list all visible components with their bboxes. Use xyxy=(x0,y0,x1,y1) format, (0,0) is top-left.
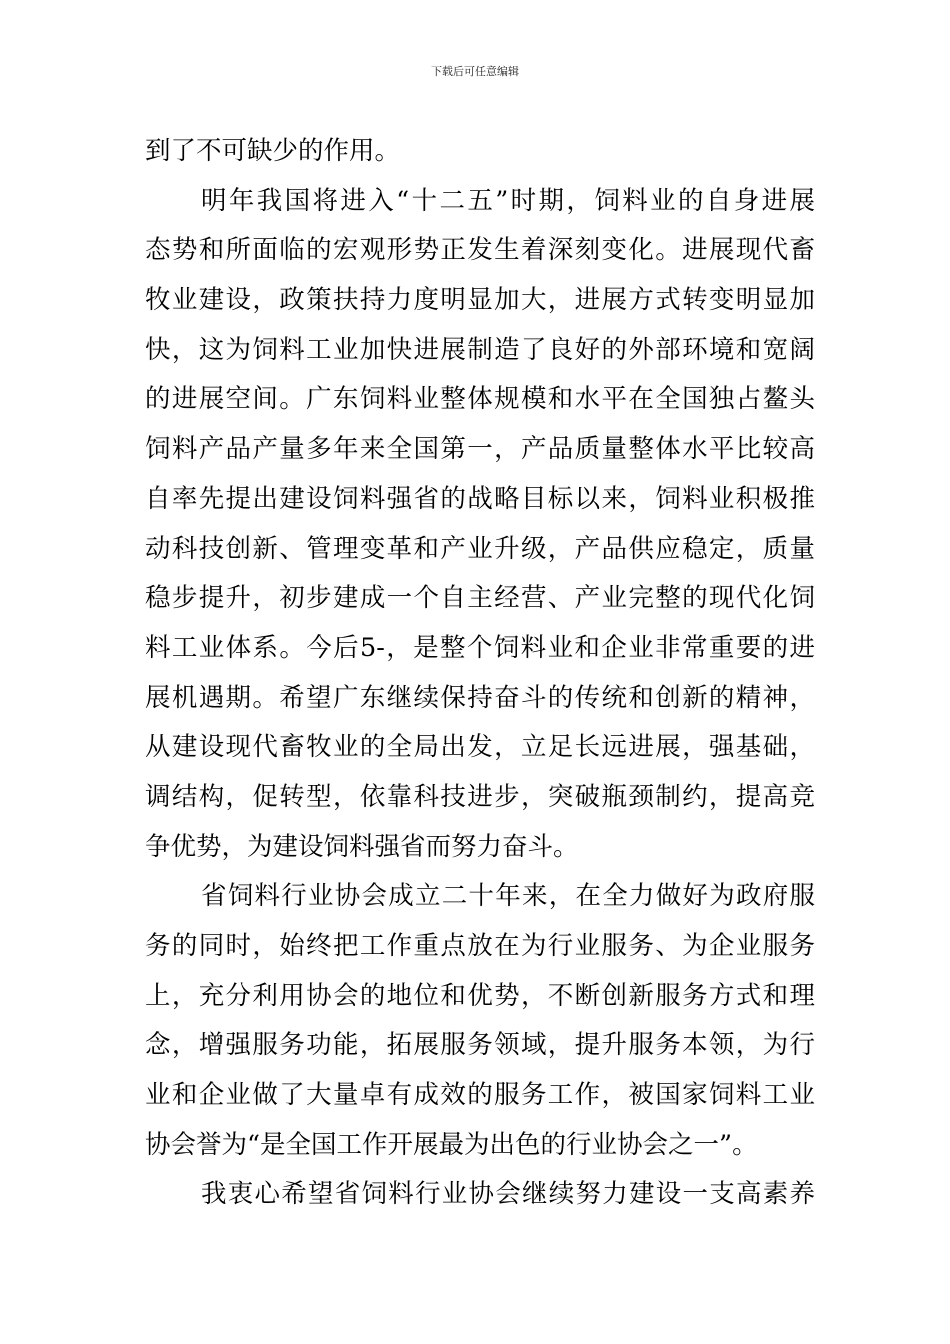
paragraph-first-line: 省饲料行业协会成立二十年来，在全力做好为政府服 xyxy=(201,881,815,912)
document-body xyxy=(145,127,815,1220)
text-line: 调结构，促转型，依靠科技进步，突破瓶颈制约，提高竞 xyxy=(145,781,815,812)
text-line: 饲料产品产量多年来全国第一，产品质量整体水平比较高 xyxy=(145,434,815,465)
text-line: 业和企业做了大量卓有成效的服务工作，被国家饲料工业 xyxy=(145,1080,815,1111)
text-line: 到了不可缺少的作用。 xyxy=(145,136,401,166)
text-line: 念，增强服务功能，拓展服务领域，提升服务本领，为行 xyxy=(145,1030,815,1061)
text-line: 态势和所面临的宏观形势正发生着深刻变化。进展现代畜 xyxy=(145,235,815,266)
text-line: 从建设现代畜牧业的全局出发，立足长远进展，强基础， xyxy=(145,732,815,763)
text-line: 展机遇期。希望广东继续保持奋斗的传统和创新的精神， xyxy=(145,682,815,713)
text-line: 上，充分利用协会的地位和优势，不断创新服务方式和理 xyxy=(145,980,815,1011)
text-line: 自率先提出建设饲料强省的战略目标以来，饲料业积极推 xyxy=(145,483,815,514)
text-line: 动科技创新、管理变革和产业升级，产品供应稳定，质量 xyxy=(145,533,815,564)
page-header: 下载后可任意编辑 xyxy=(431,65,519,78)
text-line: 料工业体系。今后5-，是整个饲料业和企业非常重要的进 xyxy=(145,632,815,663)
text-line: 稳步提升，初步建成一个自主经营、产业完整的现代化饲 xyxy=(145,583,815,614)
text-line: 牧业建设，政策扶持力度明显加大，进展方式转变明显加 xyxy=(145,285,815,316)
text-line: 务的同时，始终把工作重点放在为行业服务、为企业服务 xyxy=(145,931,815,961)
text-line: 快，这为饲料工业加快进展制造了良好的外部环境和宽阔 xyxy=(145,334,815,365)
text-line: 争优势，为建设饲料强省而努力奋斗。 xyxy=(145,831,579,862)
text-line: 协会誉为“是全国工作开展最为出色的行业协会之一”。 xyxy=(145,1129,758,1160)
paragraph-first-line: 我衷心希望省饲料行业协会继续努力建设一支高素养 xyxy=(201,1179,815,1210)
paragraph-first-line: 明年我国将进入“十二五”时期，饲料业的自身进展 xyxy=(201,185,815,216)
text-line: 的进展空间。广东饲料业整体规模和水平在全国独占鳌头 xyxy=(145,384,815,415)
